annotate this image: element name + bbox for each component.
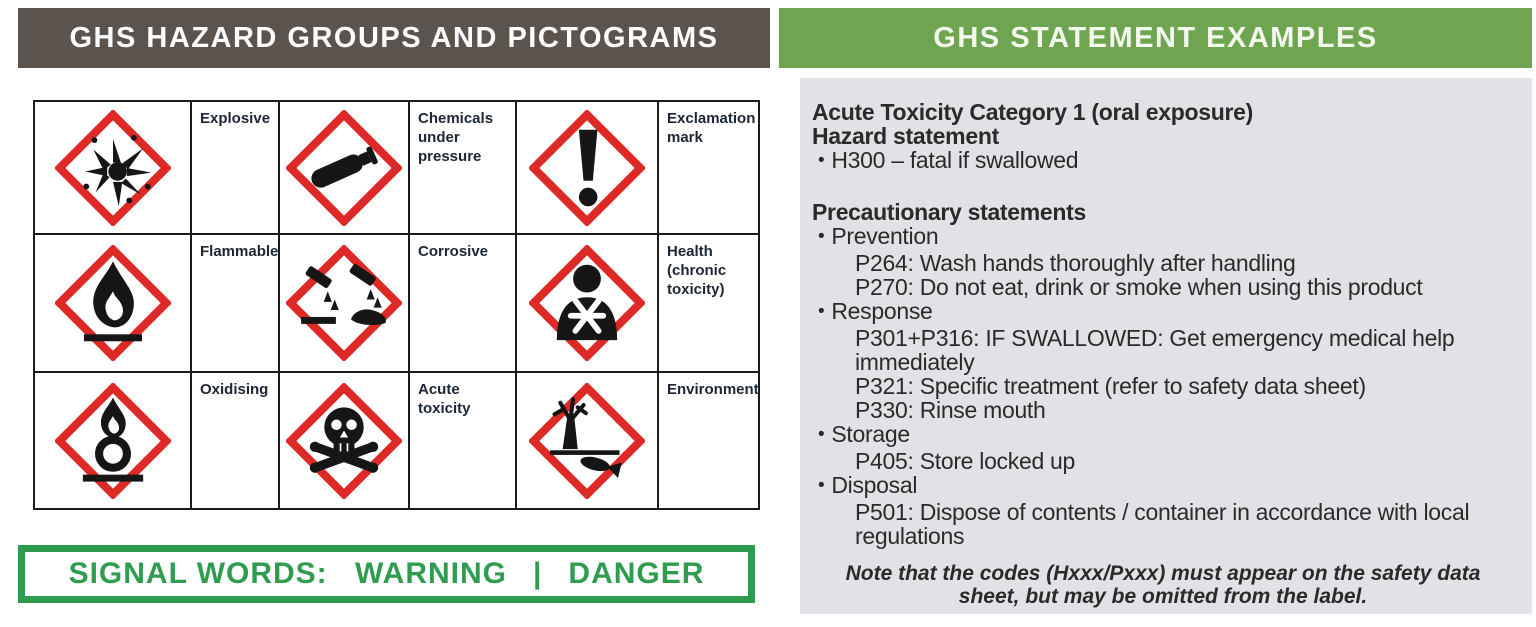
gas-cylinder-pictogram-icon (286, 110, 402, 226)
pictogram-label-exclamation-mark: Exclamation mark (659, 102, 760, 235)
codes-note: Note that the codes (Hxxx/Pxxx) must appear on the safety data sheet, but may be omitted from the label. (845, 562, 1481, 608)
pictogram-label-flammable: Flammable (192, 235, 280, 373)
pictogram-label-health-chronic-toxicity: Health (chronic toxicity) (659, 235, 760, 373)
signal-word-warning: WARNING (355, 557, 508, 590)
statement-examples-panel (800, 78, 1532, 614)
pictogram-cell-corrosive (280, 235, 410, 373)
pictogram-cell-explosive (35, 102, 192, 235)
statement-p321: P321: Specific treatment (refer to safety data sheet) (855, 373, 1366, 399)
signal-words-prefix: SIGNAL WORDS: (68, 557, 338, 590)
section-response: • Response (812, 299, 1514, 326)
pictogram-label-corrosive: Corrosive (410, 235, 517, 373)
pictogram-cell-environment (517, 373, 659, 510)
section-prevention: • Prevention (812, 224, 1514, 251)
statement-p501: P501: Dispose of contents / container in accordance with local regulations (855, 499, 1470, 549)
signal-words-separator: | (533, 557, 543, 590)
section-storage: • Storage (812, 422, 1514, 449)
right-panel-title: GHS STATEMENT EXAMPLES (779, 8, 1532, 68)
pictogram-cell-flammable (35, 235, 192, 373)
left-panel-title: GHS HAZARD GROUPS AND PICTOGRAMS (18, 8, 770, 68)
pictogram-label-environment: Environment (659, 373, 760, 510)
statement-p270: P270: Do not eat, drink or smoke when using this product (855, 274, 1423, 300)
pictogram-label-acute-toxicity: Acute toxicity (410, 373, 517, 510)
statement-p264: P264: Wash hands thoroughly after handling (855, 250, 1296, 276)
precautionary-statements-heading: Precautionary statements (812, 199, 1087, 225)
pictogram-cell-health-hazard (517, 235, 659, 373)
pictogram-cell-chemicals-under-pressure (280, 102, 410, 235)
health-hazard-pictogram-icon (529, 245, 645, 361)
skull-crossbones-pictogram-icon (286, 383, 402, 499)
corrosive-pictogram-icon (286, 245, 402, 361)
example-title: Acute Toxicity Category 1 (oral exposure) (812, 99, 1254, 125)
signal-words-box (18, 545, 755, 603)
statement-p405: P405: Store locked up (855, 448, 1076, 474)
pictogram-cell-exclamation-mark (517, 102, 659, 235)
pictogram-cell-acute-toxicity (280, 373, 410, 510)
exclamation-mark-pictogram-icon (529, 110, 645, 226)
hazard-statement-item: • H300 – fatal if swallowed (812, 148, 1514, 175)
statement-p301-p316: P301+P316: IF SWALLOWED: Get emergency medical help immediately (855, 325, 1455, 375)
pictogram-table (33, 100, 760, 510)
signal-word-danger: DANGER (568, 557, 705, 590)
flame-pictogram-icon (55, 245, 171, 361)
spacer (812, 175, 1514, 200)
flame-over-circle-pictogram-icon (55, 383, 171, 499)
pictogram-label-explosive: Explosive (192, 102, 280, 235)
hazard-statement-heading: Hazard statement (812, 123, 999, 149)
environment-pictogram-icon (529, 383, 645, 499)
section-disposal: • Disposal (812, 473, 1514, 500)
statement-p330: P330: Rinse mouth (855, 397, 1046, 423)
pictogram-cell-oxidising (35, 373, 192, 510)
exploding-bomb-pictogram-icon (55, 110, 171, 226)
pictogram-label-oxidising: Oxidising (192, 373, 280, 510)
pictogram-label-chemicals-under-pressure: Chemicals under pressure (410, 102, 517, 235)
